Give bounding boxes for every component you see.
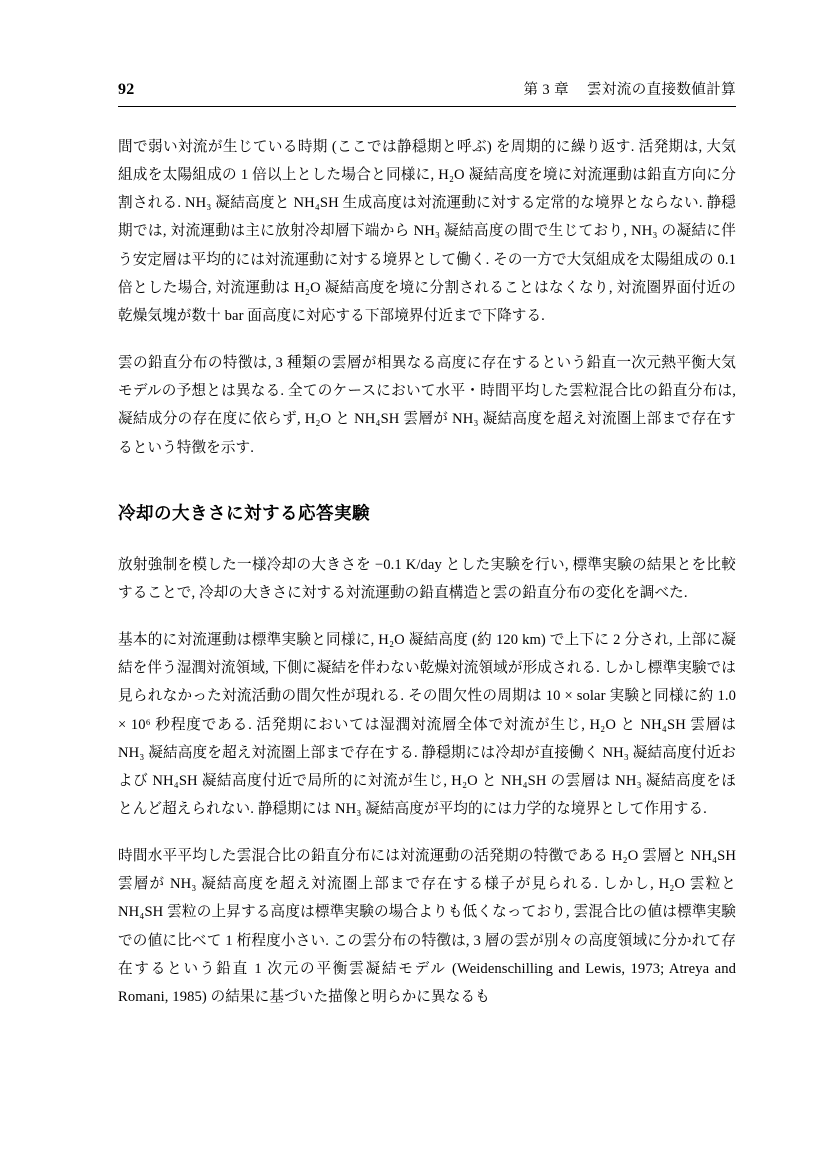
paragraph-3: 放射強制を模した一様冷却の大きさを −0.1 K/day とした実験を行い, 標準実験の結果とを比較することで, 冷却の大きさに対する対流運動の鉛直構造と雲の鉛直分布の変化を調べた. (118, 556, 736, 601)
page-header (118, 78, 736, 107)
running-title (524, 78, 737, 99)
chapter-label: 第 3 章 (523, 82, 569, 98)
page-number: 92 (118, 81, 135, 98)
paragraph-4: 基本的に対流運動は標準実験と同様に, H₂O 凝結高度 (約 120 km) で上下に 2 分され, 上部に凝結を伴う湿潤対流領域, 下側に凝結を伴わない乾燥対流領域が形成される. しかし標準実験では見られなかった対流活動の間欠性が現れる. その間欠性の周期は 10 × solar 実験と同様に約 1.0 × 10⁶ 秒程度である. 活発期においては湿潤対流層全体で対流が生じ, H₂O と NH₄SH 雲層は NH₃ 凝結高度を超え対流圏上部まで存在する. 静穏期には冷却が直接働く NH₃ 凝結高度付近および NH₄SH 凝結高度付近で局所的に対流が生じ, H₂O と NH₄SH の雲層は NH₃ 凝結高度をほとんど超えられない. 静穏期には NH₃ 凝結高度が平均的には力学的な境界として作用する. (118, 632, 736, 817)
chapter-title: 雲対流の直接数値計算 (587, 82, 736, 98)
paragraph-1: 間で弱い対流が生じている時期 (ここでは静穏期と呼ぶ) を周期的に繰り返す. 活発期は, 大気組成を太陽組成の 1 倍以上とした場合と同様に, H₂O 凝結高度を境に対流運動は鉛直方向に分割される. NH₃ 凝結高度と NH₄SH 生成高度は対流運動に対する定常的な境界とならない. 静穏期では, 対流運動は主に放射冷却層下端から NH₃ 凝結高度の間で生じており, NH₃ の凝結に伴う安定層は平均的には対流運動に対する境界として働く. その一方で大気組成を太陽組成の 0.1 倍とした場合, 対流運動は H₂O 凝結高度を境に分割されることはなくなり, 対流圏界面付近の乾燥気塊が数十 bar 面高度に対応する下部境界付近まで下降する. (118, 139, 736, 324)
section-heading: 冷却の大きさに対する応答実験 (118, 502, 370, 523)
paragraph-5: 時間水平平均した雲混合比の鉛直分布には対流運動の活発期の特徴である H₂O 雲層と NH₄SH 雲層が NH₃ 凝結高度を超え対流圏上部まで存在する様子が見られる. しかし, H₂O 雲粒と NH₄SH 雲粒の上昇する高度は標準実験の場合よりも低くなっており, 雲混合比の値は標準実験での値に比べて 1 桁程度小さい. この雲分布の特徴は, 3 層の雲が別々の高度領域に分かれて存在するという鉛直 1 次元の平衡雲凝結モデル (Weidenschilling and Lewis, 1973; Atreya and Romani, 1985) の結果に基づいた描像と明らかに異なるも (118, 848, 736, 1005)
paragraph-2: 雲の鉛直分布の特徴は, 3 種類の雲層が相異なる高度に存在するという鉛直一次元熱平衡大気モデルの予想とは異なる. 全てのケースにおいて水平・時間平均した雲粒混合比の鉛直分布は, 凝結成分の存在度に依らず, H₂O と NH₄SH 雲層が NH₃ 凝結高度を超え対流圏上部まで存在するという特徴を示す. (118, 355, 736, 456)
